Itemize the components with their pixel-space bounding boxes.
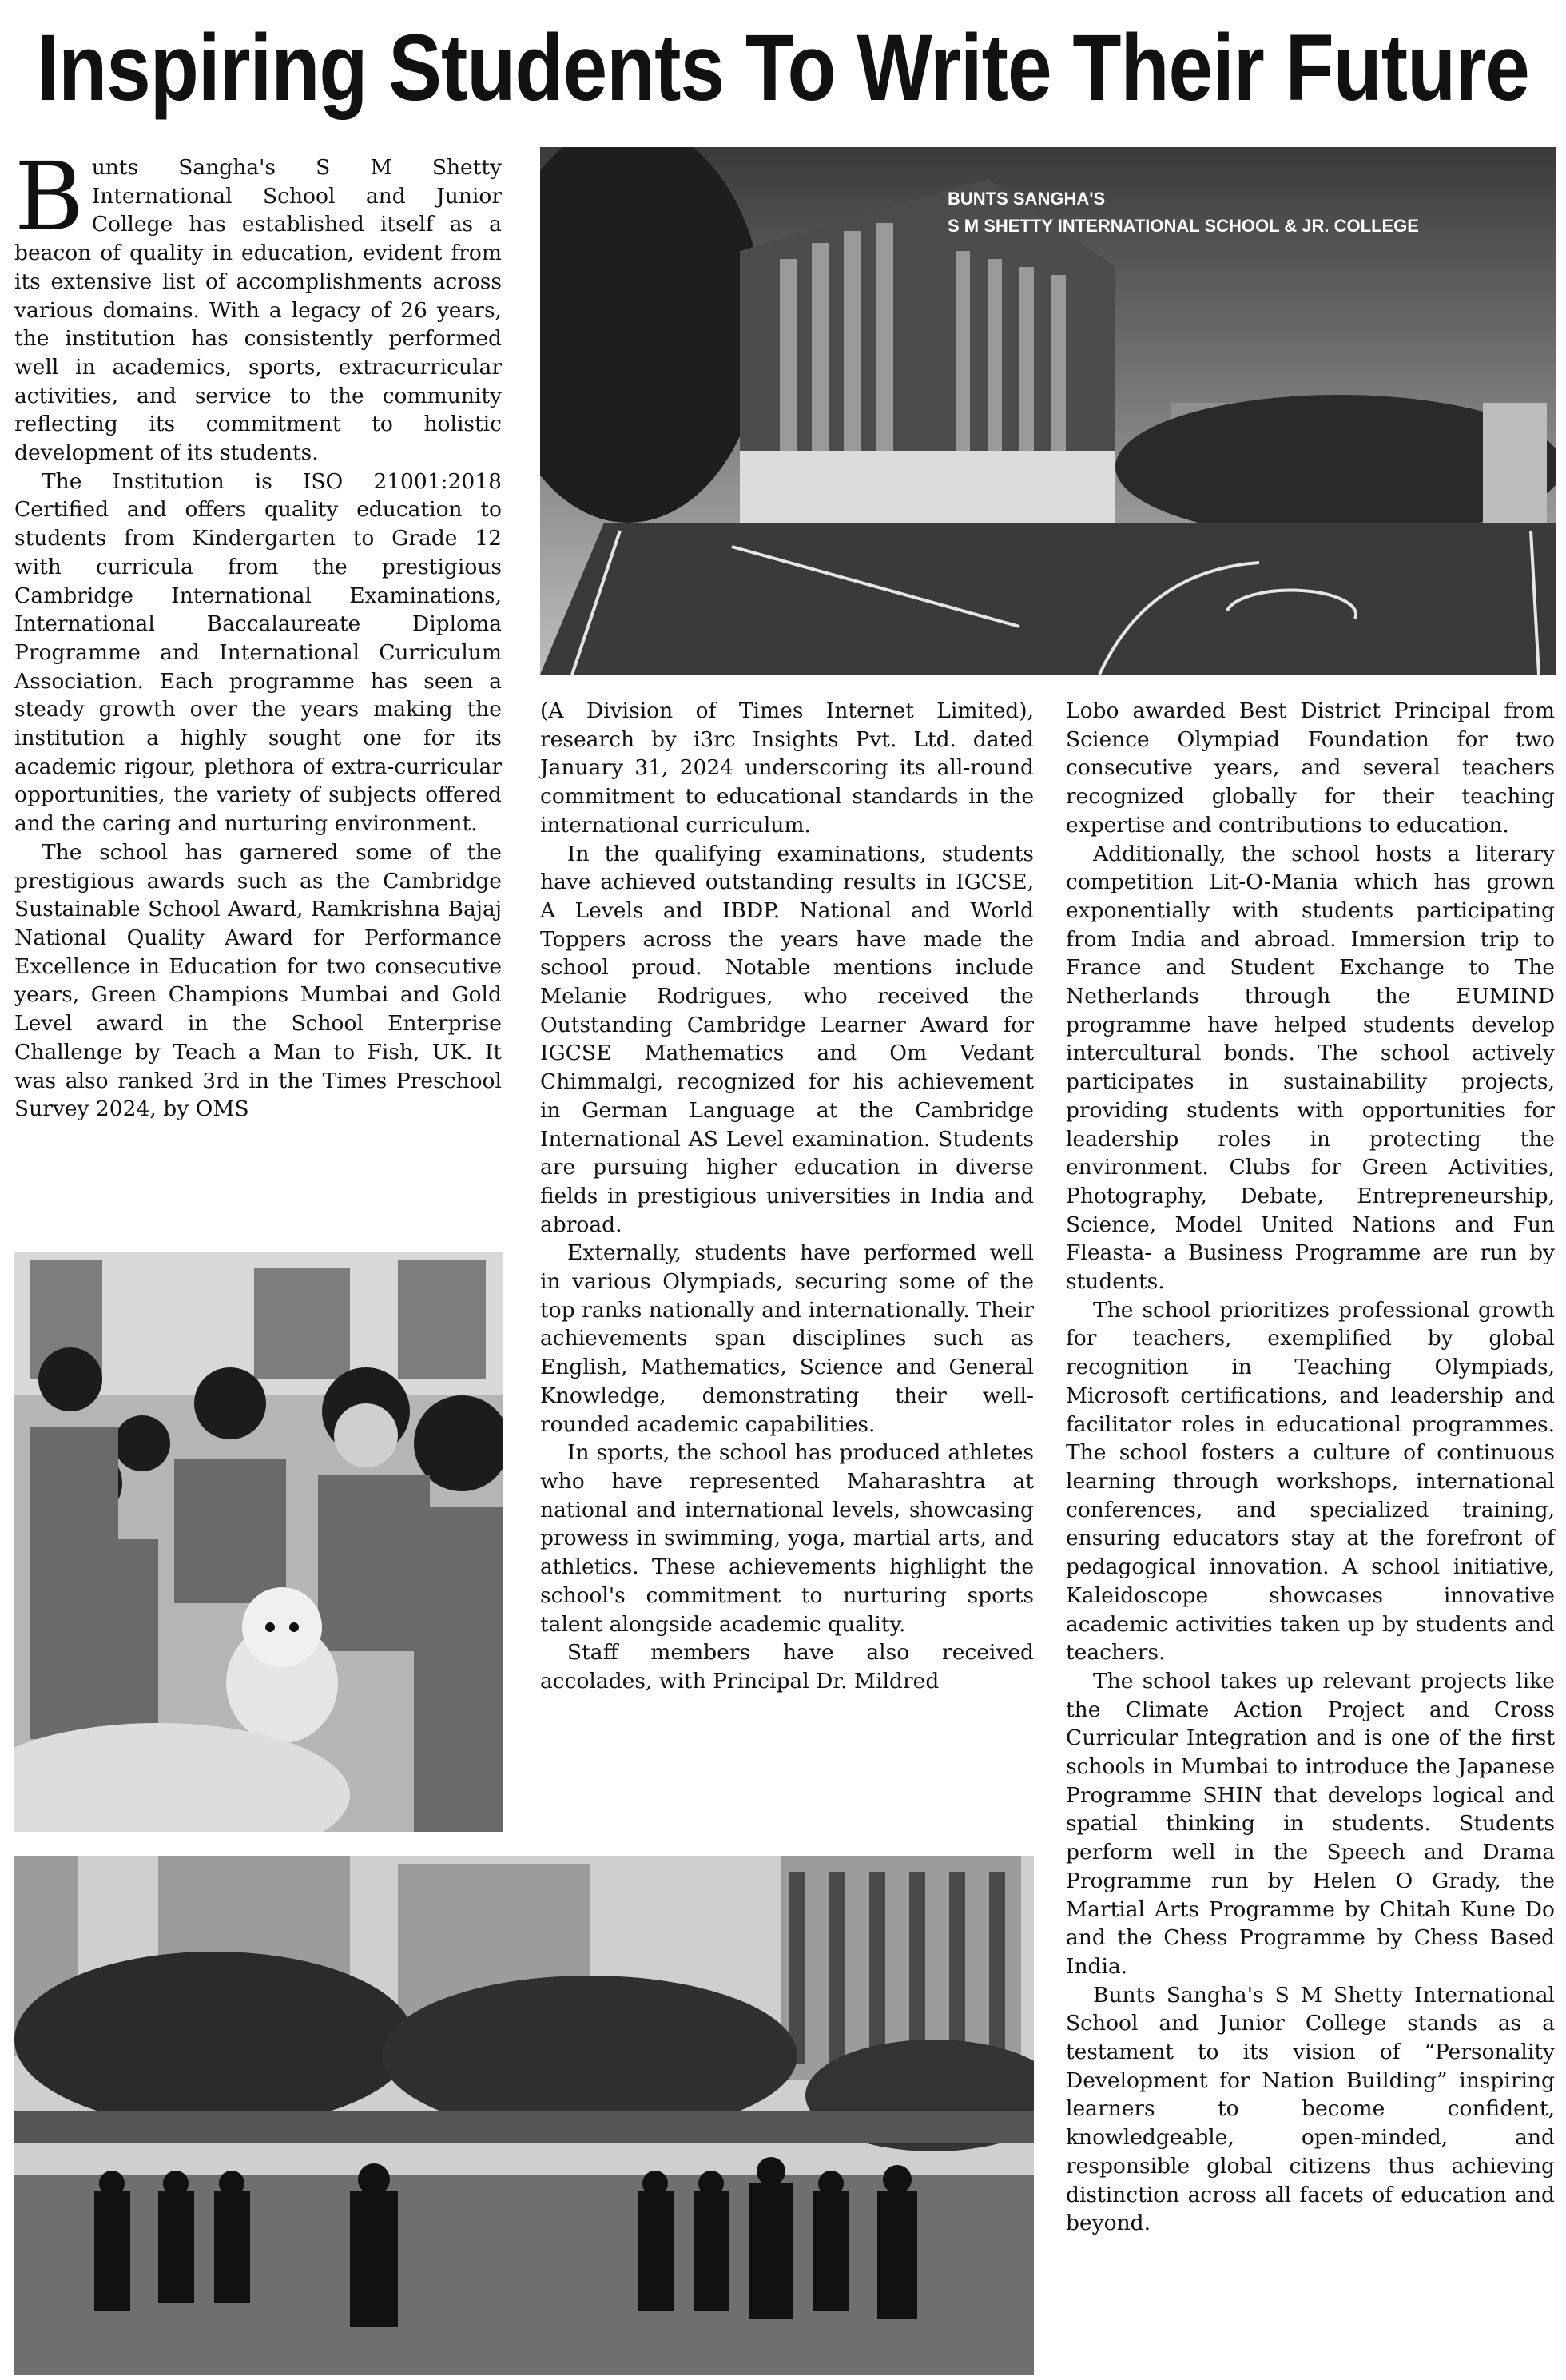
- paragraph: Staff members have also received accolades, with Principal Dr. Mildred: [540, 1640, 1034, 1693]
- paragraph: The Institution is ISO 21001:2018 Certified and offers quality education to students from Kindergarten to Grade 12 with curricula from the prestigious Cambridge International Examinations, International Baccalaureate Diploma Programme and International Curriculum Association. Each programme has seen a steady growth over the years making the institution a highly sought one for its academic rigour, plethora of extra-curricular opportunities, the variety of subjects offered and the caring and nurturing environment.: [14, 468, 502, 837]
- article-column-2: [540, 697, 1034, 1840]
- article-column-3: [1066, 697, 1555, 2375]
- paragraph: In the qualifying examinations, students have achieved outstanding results in IGCSE, A Levels and IBDP. National and World Toppers across the years have made the school proud. Notable mentions include Melanie Rodrigues, who received the Outstanding Cambridge Learner Award for IGCSE Mathematics and Om Vedant Chimmalgi, recognized for his achievement in German Language at the Cambridge International AS Level examination. Students are pursuing higher education in diverse fields in prestigious universities in India and abroad.: [540, 841, 1034, 1237]
- paragraph-intro: [14, 141, 502, 468]
- paragraph: The school has garnered some of the prestigious awards such as the Cambridge Sustainable School Award, Ramkrishna Bajaj National Quality Award for Performance Excellence in Education for two consecutive years, Green Champions Mumbai and Gold Level award in the School Enterprise Challenge by Teach a Man to Fish, UK. It was also ranked 3rd in the Times Preschool Survey 2024, by OMS: [14, 839, 502, 1122]
- school-banner: [948, 185, 1419, 240]
- paragraph-intro-text: unts Sangha's S M Shetty International School and Junior College has established itself as a beacon of quality in education, evident from its extensive list of accomplishments across various domains. With a legacy of 26 years, the institution has consistently performed well in academics, sports, extracurricular activities, and service to the community reflecting its commitment to holistic development of its students.: [14, 155, 502, 466]
- paragraph: In sports, the school has produced athletes who have represented Maharashtra at national and international levels, showcasing prowess in swimming, yoga, martial arts, and athletics. These achievements highlight the school's commitment to nurturing sports talent alongside academic quality.: [540, 1440, 1034, 1637]
- paragraph: Additionally, the school hosts a literary competition Lit-O-Mania which has grown exponentially with students participating from India and abroad. Immersion trip to France and Student Exchange to The Netherlands through the EUMIND programme have helped students develop intercultural bonds. The school actively participates in sustainability projects, providing students with opportunities for leadership roles in protecting the environment. Clubs for Green Activities, Photography, Debate, Entrepreneurship, Science, Model United Nations and Fun Fleasta- a Business Programme are run by students.: [1066, 841, 1555, 1295]
- paragraph: The school prioritizes professional growth for teachers, exemplified by global recognition in Teaching Olympiads, Microsoft certifications, and leadership and facilitator roles in educational programmes. The school fosters a culture of continuous learning through workshops, international conferences, and specialized training, ensuring educators stay at the forefront of pedagogical innovation. A school initiative, Kaleidoscope showcases innovative academic activities taken up by students and teachers.: [1066, 1297, 1555, 1666]
- article-column-1: [14, 141, 502, 1224]
- headline: Inspiring Students To Write Their Future: [37, 14, 1529, 121]
- paragraph: Bunts Sangha's S M Shetty International School and Junior College stands as a testament to its vision of “Personality Development for Nation Building” inspiring learners to become confident, knowledgeable, open-minded, and responsible global citizens thus achieving distinction across all facets of education and beyond.: [1066, 1982, 1555, 2236]
- drop-cap: B: [14, 141, 84, 252]
- martial-arts-photo: [14, 1856, 1034, 2375]
- paragraph: Externally, students have performed well in various Olympiads, securing some of the top ranks nationally and internationally. Their achievements span disciplines such as English, Mathematics, Science and General Knowledge, demonstrating their well-rounded academic capabilities.: [540, 1240, 1034, 1437]
- students-with-dog-photo: [14, 1252, 503, 1832]
- banner-line-2: S M SHETTY INTERNATIONAL SCHOOL & JR. COLLEGE: [948, 216, 1419, 236]
- banner-line-1: BUNTS SANGHA'S: [948, 189, 1106, 209]
- paragraph: Lobo awarded Best District Principal from Science Olympiad Foundation for two consecutive years, and several teachers recognized globally for their teaching expertise and contributions to education.: [1066, 698, 1555, 838]
- paragraph: The school takes up relevant projects like the Climate Action Project and Cross Curricular Integration and is one of the first schools in Mumbai to introduce the Japanese Programme SHIN that develops logical and spatial thinking in students. Students perform well in the Speech and Drama Programme run by Helen O Grady, the Martial Arts Programme by Chitah Kune Do and the Chess Programme by Chess Based India.: [1066, 1668, 1555, 1979]
- paragraph: (A Division of Times Internet Limited), research by i3rc Insights Pvt. Ltd. dated January 31, 2024 underscoring its all-round commitment to educational standards in the international curriculum.: [540, 698, 1034, 838]
